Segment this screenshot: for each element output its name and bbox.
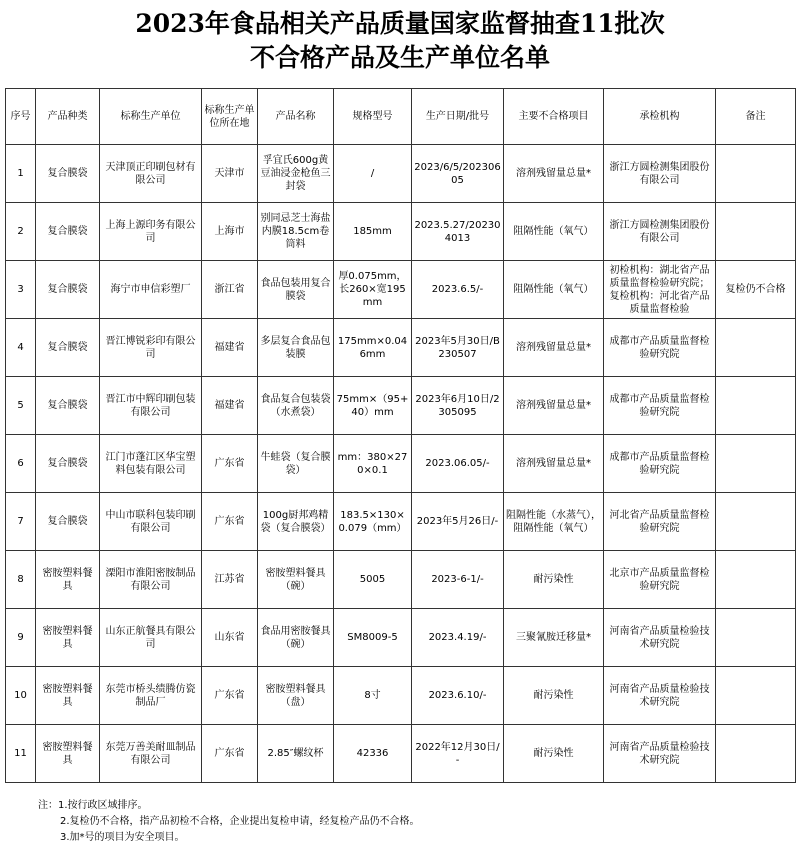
manufacturer-cell: 中山市联科包装印刷有限公司: [100, 493, 202, 551]
manufacturer-cell: 东莞市桥头绩腾仿瓷制品厂: [100, 667, 202, 725]
product-name-cell: 多层复合食品包装膜: [258, 319, 334, 377]
table-row: [6, 667, 796, 725]
remarks-cell: [716, 667, 796, 725]
spec-model-cell: 75mm×（95+40）mm: [334, 377, 412, 435]
manufacturer-location-cell: 广东省: [202, 435, 258, 493]
production-date-batch-cell: 2023年6月10日/2305095: [412, 377, 504, 435]
manufacturer-location-cell: 上海市: [202, 203, 258, 261]
remarks-cell: 复检仍不合格: [716, 261, 796, 319]
production-date-batch-cell: 2022年12月30日/-: [412, 725, 504, 783]
failed-item-cell: 耐污染性: [504, 667, 604, 725]
inspection-agency-cell: 北京市产品质量监督检验研究院: [604, 551, 716, 609]
row-index-cell: 7: [6, 493, 36, 551]
row-index-cell: 3: [6, 261, 36, 319]
header-failed-item: 主要不合格项目: [504, 89, 604, 145]
inspection-agency-cell: 成都市产品质量监督检验研究院: [604, 435, 716, 493]
product-category-cell: 密胺塑料餐具: [36, 609, 100, 667]
product-name-cell: 食品复合包装袋（水煮袋）: [258, 377, 334, 435]
row-index-cell: 2: [6, 203, 36, 261]
row-index-cell: 5: [6, 377, 36, 435]
failed-item-cell: 阻隔性能（氧气）: [504, 261, 604, 319]
footnote-3: 3.加*号的项目为安全项目。: [60, 832, 185, 843]
header-date-batch: 生产日期/批号: [412, 89, 504, 145]
product-name-cell: 别同忌芝士海盐内膜18.5cm卷筒料: [258, 203, 334, 261]
table-row: [6, 377, 796, 435]
row-index-cell: 4: [6, 319, 36, 377]
failed-item-cell: 阻隔性能（氧气）: [504, 203, 604, 261]
product-category-cell: 复合膜袋: [36, 319, 100, 377]
remarks-cell: [716, 377, 796, 435]
manufacturer-cell: 溧阳市淮阳密胺制品有限公司: [100, 551, 202, 609]
inspection-agency-cell: 成都市产品质量监督检验研究院: [604, 377, 716, 435]
manufacturer-cell: 山东正航餐具有限公司: [100, 609, 202, 667]
product-category-cell: 密胺塑料餐具: [36, 725, 100, 783]
table-row: [6, 145, 796, 203]
spec-model-cell: /: [334, 145, 412, 203]
product-category-cell: 密胺塑料餐具: [36, 551, 100, 609]
failed-item-cell: 溶剂残留量总量*: [504, 145, 604, 203]
page-title-line-1: 2023年食品相关产品质量国家监督抽查11批次: [135, 9, 665, 38]
footnote-2: 2.复检仍不合格，指产品初检不合格，企业提出复检申请，经复检产品仍不合格。: [60, 816, 420, 827]
inspection-agency-cell: 初检机构：湖北省产品质量监督检验研究院；复检机构：河北省产品质量监督检验: [604, 261, 716, 319]
manufacturer-cell: 上海上源印务有限公司: [100, 203, 202, 261]
manufacturer-cell: 东莞万善美耐皿制品有限公司: [100, 725, 202, 783]
production-date-batch-cell: 2023.4.19/-: [412, 609, 504, 667]
spec-model-cell: SM8009-5: [334, 609, 412, 667]
product-category-cell: 复合膜袋: [36, 377, 100, 435]
table-row: [6, 609, 796, 667]
table-header-row: [6, 89, 796, 145]
product-category-cell: 复合膜袋: [36, 203, 100, 261]
spec-model-cell: 175mm×0.046mm: [334, 319, 412, 377]
production-date-batch-cell: 2023.6.5/-: [412, 261, 504, 319]
inspection-agency-cell: 河北省产品质量监督检验研究院: [604, 493, 716, 551]
production-date-batch-cell: 2023年5月30日/B230507: [412, 319, 504, 377]
row-index-cell: 10: [6, 667, 36, 725]
remarks-cell: [716, 203, 796, 261]
product-name-cell: 2.85″螺纹杯: [258, 725, 334, 783]
product-category-cell: 复合膜袋: [36, 145, 100, 203]
inspection-agency-cell: 河南省产品质量检验技术研究院: [604, 609, 716, 667]
spec-model-cell: 183.5×130×0.079（mm）: [334, 493, 412, 551]
production-date-batch-cell: 2023.06.05/-: [412, 435, 504, 493]
manufacturer-location-cell: 广东省: [202, 493, 258, 551]
inspection-agency-cell: 浙江方圆检测集团股份有限公司: [604, 203, 716, 261]
spec-model-cell: 42336: [334, 725, 412, 783]
product-category-cell: 复合膜袋: [36, 493, 100, 551]
remarks-cell: [716, 609, 796, 667]
header-inspection-agency: 承检机构: [604, 89, 716, 145]
manufacturer-cell: 天津顶正印刷包材有限公司: [100, 145, 202, 203]
spec-model-cell: 185mm: [334, 203, 412, 261]
manufacturer-location-cell: 广东省: [202, 667, 258, 725]
failed-item-cell: 溶剂残留量总量*: [504, 319, 604, 377]
product-category-cell: 密胺塑料餐具: [36, 667, 100, 725]
manufacturer-cell: 江门市蓬江区华宝塑料包装有限公司: [100, 435, 202, 493]
product-category-cell: 复合膜袋: [36, 435, 100, 493]
table-row: [6, 435, 796, 493]
manufacturer-location-cell: 天津市: [202, 145, 258, 203]
row-index-cell: 11: [6, 725, 36, 783]
inspection-agency-cell: 浙江方圆检测集团股份有限公司: [604, 145, 716, 203]
footnotes: [38, 798, 420, 846]
production-date-batch-cell: 2023年5月26日/-: [412, 493, 504, 551]
product-name-cell: 牛蛙袋（复合膜袋）: [258, 435, 334, 493]
table-row: [6, 261, 796, 319]
product-category-cell: 复合膜袋: [36, 261, 100, 319]
spec-model-cell: 8寸: [334, 667, 412, 725]
header-location: 标称生产单位所在地: [202, 89, 258, 145]
table-row: [6, 203, 796, 261]
manufacturer-cell: 晋江市中辉印刷包装有限公司: [100, 377, 202, 435]
remarks-cell: [716, 145, 796, 203]
production-date-batch-cell: 2023.5.27/202304013: [412, 203, 504, 261]
header-remarks: 备注: [716, 89, 796, 145]
manufacturer-location-cell: 浙江省: [202, 261, 258, 319]
spec-model-cell: 5005: [334, 551, 412, 609]
inspection-agency-cell: 成都市产品质量监督检验研究院: [604, 319, 716, 377]
footnote-1: 注：1.按行政区域排序。: [38, 800, 148, 811]
header-spec: 规格型号: [334, 89, 412, 145]
production-date-batch-cell: 2023-6-1/-: [412, 551, 504, 609]
page-title-line-2: 不合格产品及生产单位名单: [249, 43, 550, 72]
remarks-cell: [716, 725, 796, 783]
product-name-cell: 100g厨邦鸡精袋（复合膜袋）: [258, 493, 334, 551]
header-index: 序号: [6, 89, 36, 145]
table-row: [6, 551, 796, 609]
remarks-cell: [716, 319, 796, 377]
manufacturer-location-cell: 江苏省: [202, 551, 258, 609]
remarks-cell: [716, 493, 796, 551]
spec-model-cell: mm：380×270×0.1: [334, 435, 412, 493]
header-manufacturer: 标称生产单位: [100, 89, 202, 145]
row-index-cell: 6: [6, 435, 36, 493]
remarks-cell: [716, 551, 796, 609]
product-name-cell: 密胺塑料餐具（盘）: [258, 667, 334, 725]
table-row: [6, 493, 796, 551]
unqualified-products-table: [5, 88, 796, 783]
manufacturer-cell: 晋江博锐彩印有限公司: [100, 319, 202, 377]
row-index-cell: 1: [6, 145, 36, 203]
product-name-cell: 食品用密胺餐具（碗）: [258, 609, 334, 667]
table-row: [6, 725, 796, 783]
failed-item-cell: 耐污染性: [504, 551, 604, 609]
manufacturer-location-cell: 福建省: [202, 377, 258, 435]
table-row: [6, 319, 796, 377]
failed-item-cell: 耐污染性: [504, 725, 604, 783]
product-name-cell: 孚宜氏600g黄豆油浸金枪鱼三封袋: [258, 145, 334, 203]
manufacturer-location-cell: 广东省: [202, 725, 258, 783]
production-date-batch-cell: 2023/6/5/20230605: [412, 145, 504, 203]
product-name-cell: 食品包装用复合膜袋: [258, 261, 334, 319]
manufacturer-location-cell: 山东省: [202, 609, 258, 667]
failed-item-cell: 三聚氰胺迁移量*: [504, 609, 604, 667]
production-date-batch-cell: 2023.6.10/-: [412, 667, 504, 725]
row-index-cell: 9: [6, 609, 36, 667]
spec-model-cell: 厚0.075mm，长260×宽195mm: [334, 261, 412, 319]
inspection-agency-cell: 河南省产品质量检验技术研究院: [604, 725, 716, 783]
failed-item-cell: 溶剂残留量总量*: [504, 435, 604, 493]
inspection-agency-cell: 河南省产品质量检验技术研究院: [604, 667, 716, 725]
product-name-cell: 密胺塑料餐具（碗）: [258, 551, 334, 609]
header-category: 产品种类: [36, 89, 100, 145]
row-index-cell: 8: [6, 551, 36, 609]
failed-item-cell: 溶剂残留量总量*: [504, 377, 604, 435]
remarks-cell: [716, 435, 796, 493]
manufacturer-cell: 海宁市申信彩塑厂: [100, 261, 202, 319]
manufacturer-location-cell: 福建省: [202, 319, 258, 377]
header-product-name: 产品名称: [258, 89, 334, 145]
failed-item-cell: 阻隔性能（水蒸气），阻隔性能（氧气）: [504, 493, 604, 551]
